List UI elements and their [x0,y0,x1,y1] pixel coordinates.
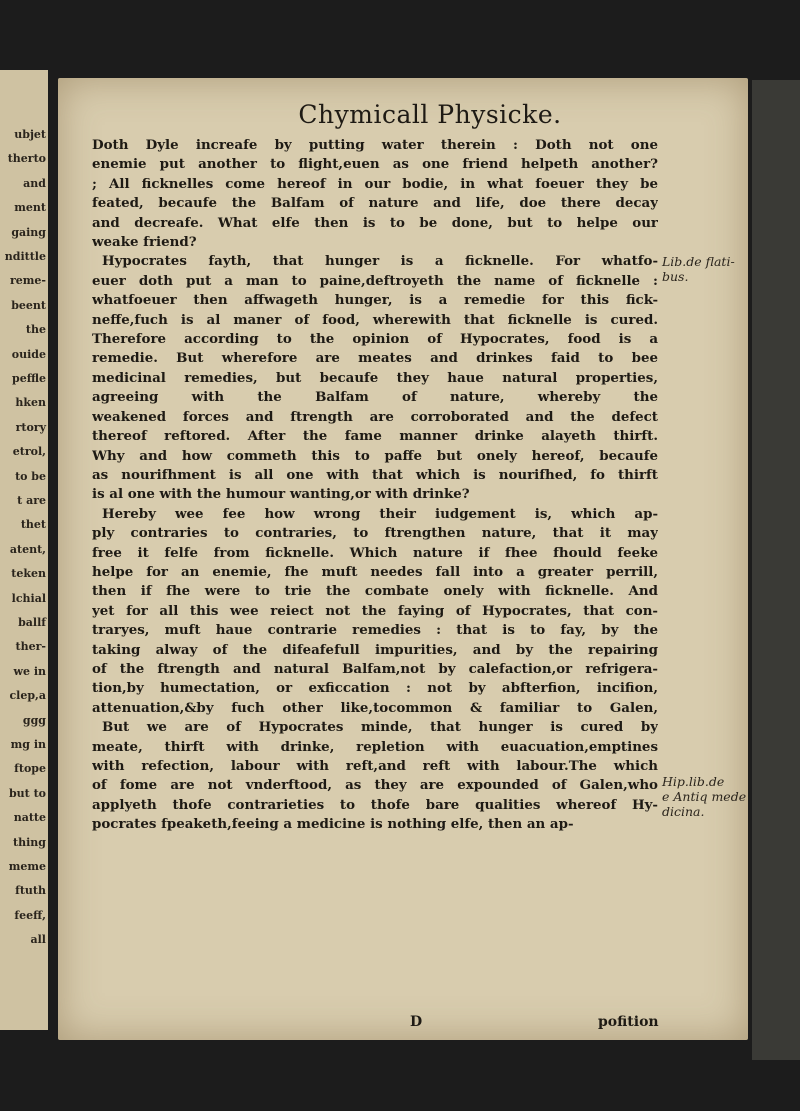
text-line: Why and how commeth this to paffe but onely hereof, becaufe [92,447,658,464]
text-line: euer doth put a man to paine,deftroyeth the name of ficknelle : [92,272,658,289]
text-line: Hypocrates fayth, that hunger is a ficknelle. For whatfo- [102,253,658,270]
running-header: Chymicall Physicke. [298,100,562,129]
facing-page-fragment: ggg [22,713,46,727]
facing-page-fragment: but to [8,786,46,800]
text-line: agreeing with the Balfam of nature, whereby the [92,389,658,406]
text-line: with refection, labour with reft,and reft with labour.The which [92,758,658,774]
text-line: pocrates fpeaketh,feeing a medicine is nothing elfe, then an ap- [92,816,574,833]
text-line: But we are of Hypocrates minde, that hunger is cured by [102,719,658,736]
facing-page-fragment: mg in [10,738,46,751]
facing-page-fragment: beent [11,298,46,312]
facing-page-fragment: ubjet [14,128,46,141]
text-line: helpe for an enemie, fhe muft needes fall into a greater perrill, [92,563,658,580]
text-line: weake friend? [92,234,197,251]
facing-page-fragment: meme [8,860,46,873]
text-line: enemie put another to flight,euen as one friend helpeth another? [92,156,658,173]
text-line: free it felfe from ficknelle. Which nature if fhee fhould feeke [92,544,658,561]
facing-page-fragment: gaing [11,225,46,239]
facing-page-fragment: reme- [10,274,46,288]
facing-page-fragment: therto [7,152,46,166]
text-line: whatfoeuer then affwageth hunger, is a remedie for this fick- [92,292,658,309]
facing-page-edge [0,70,48,1030]
facing-page-fragment: natte [13,811,46,825]
facing-page-fragment: teken [11,567,46,581]
facing-page-fragment: and [23,176,46,190]
text-line: and decreafe. What elfe then is to be done, but to helpe our [92,214,658,231]
text-line: neffe,fuch is al maner of food, wherewith that ficknelle is cured. [92,311,658,328]
text-line: then if fhe were to trie the combate onely with ficknelle. And [92,583,658,600]
text-line: of the ftrength and natural Balfam,not by calefaction,or refrigera- [92,660,658,677]
text-line: taking alway of the difeafefull impurities, and by the repairing [92,641,658,658]
text-line: meate, thirft with drinke, repletion with euacuation,emptines [92,738,658,755]
facing-page-fragment: ballf [18,616,46,629]
text-line: weakened forces and ftrength are corroborated and the defect [92,408,658,425]
text-line: as nourifhment is all one with that which is nourifhed, fo thirft [92,466,658,483]
body-text [92,136,658,835]
facing-page-fragment: to be [15,469,46,483]
facing-page-fragment: the [25,323,46,337]
facing-page-fragment: ouide [11,347,46,361]
right-margin-shadow [752,80,800,1060]
facing-page-fragment: we in [13,664,46,678]
text-line: ply contraries to contraries, to ftrengthen nature, that it may [92,525,658,542]
facing-page-fragment: etrol, [12,445,46,459]
margin-note-bottom: Hip.lib.de e Antiq mede dicina. [662,774,747,819]
text-line: ; All ficknelles come hereof in our bodie, in what foeuer they be [92,175,658,192]
text-line: applyeth thofe contrarieties to thofe bare qualities whereof Hy- [92,796,658,813]
text-line: of fome are not vnderftood, as they are expounded of Galen,who [92,777,658,794]
text-line: is al one with the humour wanting,or with drinke? [92,486,470,503]
text-line: thereof reftored. After the fame manner drinke alayeth thirft. [92,428,658,445]
facing-page-fragment: ndittle [4,250,46,263]
facing-page-fragment: lchial [11,591,46,605]
text-line: yet for all this wee reiect not the faying of Hypocrates, that con- [92,602,658,619]
text-line: attenuation,&by fuch other like,tocommon & familiar to Galen, [92,699,658,716]
text-line: Therefore according to the opinion of Hypocrates, food is a [92,331,658,348]
facing-page-fragment: peffle [12,372,46,385]
text-line: medicinal remedies, but becaufe they haue natural properties, [92,369,658,386]
facing-page-fragment: t are [17,494,46,507]
text-line: feated, becaufe the Balfam of nature and life, doe there decay [92,195,658,212]
text-line: Doth Dyle increafe by putting water therein : Doth not one [92,137,658,153]
catchword: pofition [598,1014,659,1030]
signature-mark: D [410,1014,423,1030]
facing-page-fragment: ther- [15,640,46,654]
facing-page-fragment: clep,a [9,689,46,703]
text-line: remedie. But wherefore are meates and drinkes faid to bee [92,350,658,367]
facing-page-fragment: ftuth [15,884,46,898]
text-line: Hereby wee fee how wrong their iudgement is, which ap- [102,505,658,522]
text-line: traryes, muft haue contrarie remedies : that is to fay, by the [92,622,658,639]
facing-page-fragment: thet [20,518,46,532]
facing-page-fragment: atent, [9,542,46,556]
facing-page-fragment: feeff, [14,908,46,922]
facing-page-fragment: hken [15,396,46,410]
facing-page-fragment: all [30,933,46,947]
text-line: tion,by humectation, or exficcation : not by abfterfion, incifion, [92,680,658,697]
facing-page-fragment: thing [13,835,46,849]
facing-page-fragment: ftope [14,762,46,776]
facing-page-fragment: ment [14,201,46,215]
facing-page-fragment: rtory [15,420,46,434]
margin-note-top: Lib.de flati- bus. [662,254,735,284]
